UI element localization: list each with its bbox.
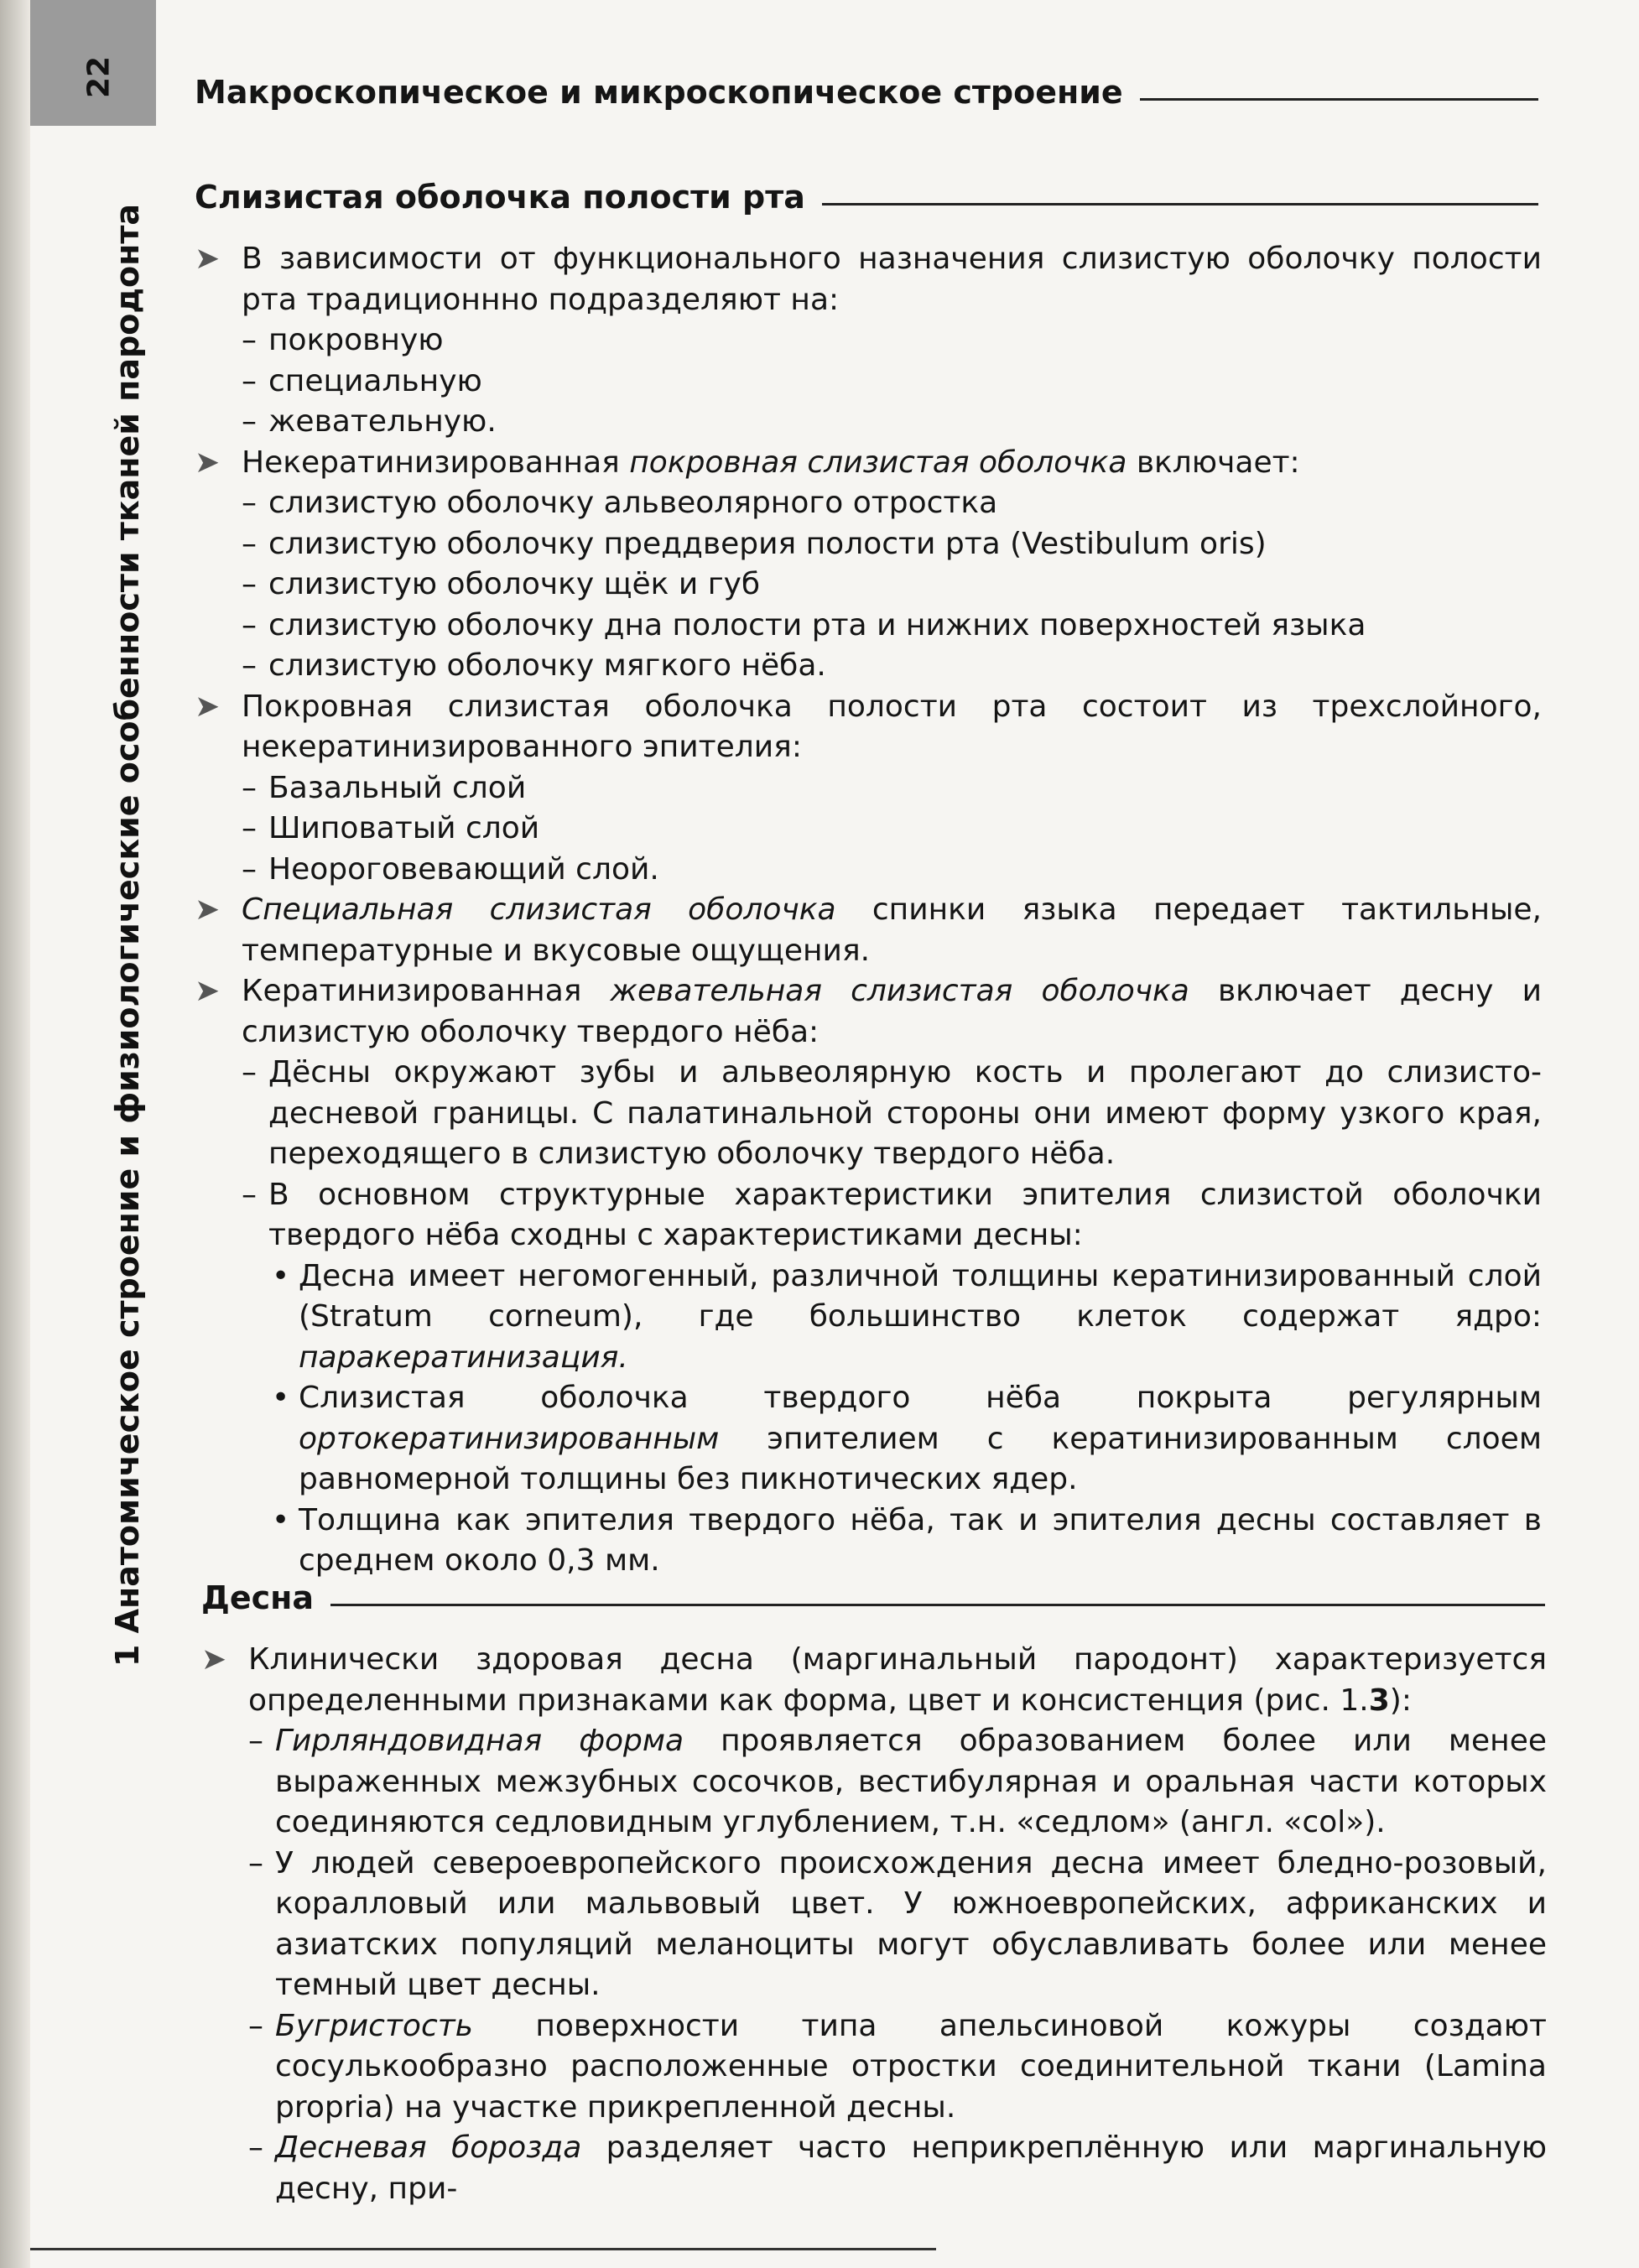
sub-item: – Дёсны окружают зубы и альвеолярную кость и пролегают до слизисто-десневой границы. С палатинальной стороны они имеют форму узкого края, переходящего в слизистую оболочку твердого нёба. xyxy=(242,1055,1542,1171)
sub-item: – слизистую оболочку мягкого нёба. xyxy=(242,648,826,683)
sub-item: – покровную xyxy=(242,323,444,357)
dot-bullet-icon: • xyxy=(272,1502,290,1537)
section-heading-mucosa xyxy=(195,176,1538,218)
sub-item: – жевательную. xyxy=(242,404,497,439)
sub-item: – специальную xyxy=(242,363,482,398)
gum-section-body xyxy=(201,1640,1547,2209)
mucosa-section-body xyxy=(195,239,1542,1582)
sub-sub-item: • Толщина как эпителия твердого нёба, так и эпителия десны составляет в среднем около 0,3 мм. xyxy=(195,1501,1542,1582)
list-item: ➤ Кератинизированная жевательная слизистая оболочка включает десну и слизистую оболочку твердого нёба: xyxy=(195,971,1542,1053)
margin-strip xyxy=(0,0,30,2268)
sub-item: – слизистую оболочку преддверия полости рта (Vestibulum oris) xyxy=(242,526,1267,561)
sub-item: – Гирляндовидная форма проявляется образованием более или менее выраженных межзубных сосочков, вестибулярная и оральная части которых соединяются седловидным углублением, т.н. «седлом» (англ. «col»). xyxy=(248,1724,1547,1839)
sub-item: – В основном структурные характеристики эпителия слизистой оболочки твердого нёба сходны с характеристиками десны: xyxy=(242,1177,1542,1252)
arrow-bullet-icon: ➤ xyxy=(195,445,221,480)
bottom-rule xyxy=(30,2248,936,2250)
sub-item: – слизистую оболочку дна полости рта и нижних поверхностей языка xyxy=(242,607,1366,642)
sub-sub-item: • Слизистая оболочка твердого нёба покрыта регулярным ортокератинизированным эпителием с кератинизированным слоем равномерной толщины без пикнотических ядер. xyxy=(195,1378,1542,1501)
header-rule xyxy=(1140,98,1538,101)
heading-rule xyxy=(822,203,1538,205)
running-header-text: Макроскопическое и микроскопическое строение xyxy=(195,74,1123,111)
section-heading-gum xyxy=(201,1577,1545,1619)
sub-item: – У людей североевропейского происхождения десна имеет бледно-розовый, коралловый или мальвовый цвет. У южноевропейских, африканских и азиатских популяций меланоциты могут обуславливать более или менее темный цвет десны. xyxy=(248,1845,1547,2002)
sub-item: – слизистую оболочку щёк и губ xyxy=(242,567,761,601)
arrow-bullet-icon: ➤ xyxy=(195,689,221,724)
arrow-bullet-icon: ➤ xyxy=(195,892,221,927)
sub-item: – Шиповатый слой xyxy=(242,811,540,845)
arrow-bullet-icon: ➤ xyxy=(195,974,221,1008)
running-header xyxy=(195,71,1538,113)
sub-item: – Бугристость поверхности типа апельсиновой кожуры создают сосулькообразно расположенные отростки соединительной ткани (Lamina propria) на участке прикрепленной десны. xyxy=(248,2008,1547,2125)
list-item: ➤ Клинически здоровая десна (маргинальный пародонт) характеризуется определенными признаками как форма, цвет и консистенция (рис. 1.3): xyxy=(201,1640,1547,1721)
section-heading-mucosa-text: Слизистая оболочка полости рта xyxy=(195,179,805,216)
sub-item: – Неороговевающий слой. xyxy=(242,851,659,887)
chapter-title: 1 Анатомическое строение и физиологические особенности тканей пародонта xyxy=(109,203,146,1667)
list-item: ➤ Покровная слизистая оболочка полости рта состоит из трехслойного, некератинизированного эпителия: xyxy=(195,687,1542,768)
page-number: 22 xyxy=(81,55,117,99)
arrow-bullet-icon: ➤ xyxy=(201,1642,227,1677)
dot-bullet-icon: • xyxy=(272,1258,290,1293)
sub-sub-item: • Десна имеет негомогенный, различной толщины кератинизированный слой (Stratum corneum), где большинство клеток содержат ядро: паракератинизация. xyxy=(195,1256,1542,1379)
sub-item: – слизистую оболочку альвеолярного отростка xyxy=(242,486,998,520)
list-item: ➤ Некератинизированная покровная слизистая оболочка включает: xyxy=(195,443,1542,484)
sub-item: – Десневая борозда разделяет часто неприкреплённую или маргинальную десну, при- xyxy=(248,2130,1547,2206)
sub-item: – Базальный слой xyxy=(242,770,527,805)
heading-rule xyxy=(330,1604,1545,1606)
arrow-bullet-icon: ➤ xyxy=(195,242,221,276)
list-item: ➤ В зависимости от функционального назначения слизистую оболочку полости рта традиционнно подразделяют на: xyxy=(195,239,1542,320)
list-item: ➤ Специальная слизистая оболочка спинки языка передает тактильные, температурные и вкусовые ощущения. xyxy=(195,890,1542,971)
dot-bullet-icon: • xyxy=(272,1381,290,1415)
section-heading-gum-text: Десна xyxy=(201,1579,315,1616)
